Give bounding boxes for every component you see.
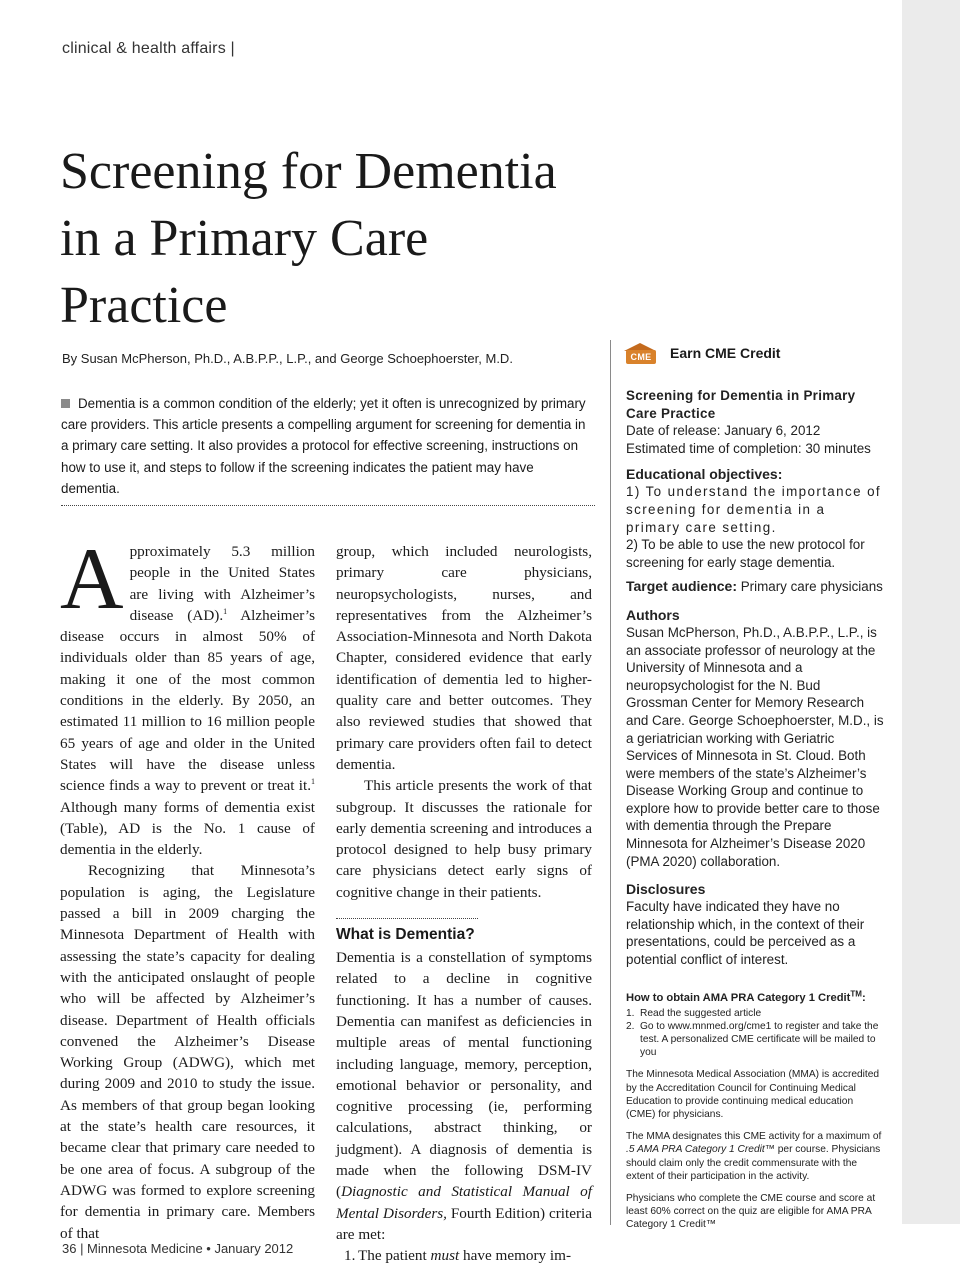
dotted-divider [61, 505, 595, 506]
audience-value: Primary care physicians [737, 579, 883, 595]
authors-text: Susan McPherson, Ph.D., A.B.P.P., L.P., is an associate professor of neurology at the University of Minnesota and a neuropsychologist for the N. Bud Grossman Center for Memory Research and Care. George Schoephoerster, M.D., is a geriatrician working with Geriatric Services of Minnesota in St. Cloud. Both were members of the state’s Alzheimer’s Disease Working Group and continue to explore how to provide better care to those with dementia through the Prepare Minnesota for Alzheimer’s Disease 2020 (PMA 2020) collaboration. [626, 624, 884, 869]
trademark: TM [850, 988, 862, 998]
list-text: The patient [358, 1247, 431, 1265]
body-column-1 [60, 531, 315, 1244]
abstract-text: Dementia is a common condition of the elderly; yet it often is unrecognized by primary care providers. This article presents a compelling argument for screening for dementia in a primary care setting. It also provides a protocol for effective screening, instructions on how to use it, and steps to follow if the screening indicates the patient may have dementia. [61, 396, 586, 496]
reference-marker: 1 [223, 606, 228, 616]
title-line-3: Practice [60, 277, 228, 334]
article-title [60, 138, 620, 339]
square-bullet-icon [61, 399, 70, 408]
title-line-2: in a Primary Care [60, 210, 429, 267]
page-footer: 36 | Minnesota Medicine • January 2012 [62, 1241, 294, 1256]
paragraph: Recognizing that Minnesota’s population is aging, the Legislature passed a bill in 2009 charging the Minnesota Department of Health with assessing the state’s capacity for dealing with the anticipated onslaught of people who will be affected by Alzheimer’s disease. Department of Health officials convened the Alzheimer’s Disease Working Group (ADWG), which met during 2009 and 2010 to study the issue. As members of that group began looking at the state’s health care resources, it became clear that primary care needed to be one area of focus. A subgroup of the ADWG was formed to explore screening for dementia in primary care. Members of that [60, 862, 315, 1242]
paragraph [336, 947, 592, 1245]
book-title: Diagnostic and Statistical Manual of Mental Disorders, [336, 1183, 592, 1222]
authors-heading: Authors [626, 606, 680, 623]
section-heading: What is Dementia? [336, 926, 475, 944]
paragraph [60, 531, 315, 860]
emphasis: must [430, 1247, 460, 1265]
paragraph-text: Dementia is a constellation of symptoms related to a decline in cognitive functioning. It has a number of causes. Dementia can manifest as deficiencies in multiple areas of mental functioning including language, memory, perception, emotional behavior or personality, and cognitive processing (ie, performing calculations, abstract thinking, or judgment). A diagnosis of dementia is made when the following DSM-IV ( [336, 949, 592, 1201]
list-item [626, 1020, 884, 1060]
completion-time: Estimated time of completion: 30 minutes [626, 440, 871, 456]
accreditation-text: The Minnesota Medical Association (MMA) is accredited by the Accreditation Council for Continuing Medical Education to provide continuing medical education (CME) for physicians. [626, 1069, 880, 1121]
paragraph-text: Although many forms of dementia exist (Table), AD is the No. 1 cause of dementia in the elderly. [60, 798, 315, 859]
step-number: 2. [626, 1020, 635, 1032]
cme-header [626, 343, 884, 365]
byline: By Susan McPherson, Ph.D., A.B.P.P., L.P., and George Schoephoerster, M.D. [62, 351, 513, 366]
list-item [626, 1007, 884, 1020]
release-date: Date of release: January 6, 2012 [626, 423, 821, 439]
dotted-divider [336, 918, 478, 919]
body-column-2 [336, 541, 592, 1267]
cme-sidebar [626, 343, 884, 1232]
step-text: Go to www.mnmed.org/cme1 to register and take the test. A personalized CME certificate will be mailed to you [640, 1020, 879, 1059]
objective-1 [626, 483, 884, 536]
disclosures-text: Faculty have indicated they have no relationship which, in the context of their presentations, could be perceived as a potential conflict of interest. [626, 899, 865, 968]
credit-steps [626, 1007, 884, 1060]
credit-amount: .5 AMA PRA Category 1 Credit™ [626, 1144, 775, 1156]
obtain-credit-heading [626, 988, 884, 1005]
objectives-heading: Educational objectives: [626, 466, 783, 483]
designation-text [626, 1130, 884, 1183]
objective-2: 2) To be able to use the new protocol for screening for early stage dementia. [626, 537, 865, 570]
step-number: 1. [626, 1007, 635, 1019]
disclosures-heading: Disclosures [626, 881, 706, 898]
designation-part: per course. Physicians should claim only the credit commensurate with the extent of their participation in the activity. [626, 1144, 881, 1182]
audience-label: Target audience: [626, 578, 737, 595]
obtain-heading-text: How to obtain AMA PRA Category 1 Credit [626, 991, 851, 1004]
paragraph-text: pproximately 5.3 million people in the United States are living with Alzheimer’s disease (AD). [129, 543, 315, 624]
paragraph-text: Alzheimer’s disease occurs in almost 50% of individuals older than 85 years of age, making it one of the most common conditions in the elderly. By 2050, an estimated 11 million to 16 million people 65 years of age and older in the United States will have the disease unless science finds a way to prevent or treat it. [60, 606, 315, 795]
obtain-heading-colon: : [861, 991, 866, 1004]
drop-cap: A [60, 531, 124, 628]
graduation-cap-icon [622, 343, 658, 365]
target-audience [626, 578, 884, 596]
reference-marker: 1 [311, 777, 315, 787]
title-line-1: Screening for Dementia [60, 143, 557, 200]
list-number: 1. [344, 1247, 356, 1265]
column-divider [610, 340, 611, 1225]
section-label: clinical & health affairs | [62, 40, 235, 57]
step-text: Read the suggested article [640, 1007, 762, 1019]
cme-badge: CME [626, 350, 656, 364]
paragraph: group, which included neurologists, primary care physicians, neuropsychologists, nurses, and representatives from the Alzheimer’s Association-Minnesota and North Dakota Chapter, considered evidence that early identification of dementia led to higher-quality care and better outcomes. They also reviewed studies that showed that primary care providers often fail to detect dementia. [336, 543, 592, 773]
cme-heading: Earn CME Credit [670, 345, 781, 362]
course-title: Screening for Dementia in Primary Care Practice [626, 388, 856, 421]
eligibility-text: Physicians who complete the CME course and score at least 60% correct on the quiz are eligible for AMA PRA Category 1 Credit™ [626, 1193, 876, 1231]
page-edge-band [902, 0, 960, 1224]
paragraph: This article presents the work of that subgroup. It discusses the rationale for early dementia screening and introduces a protocol designed to help busy primary care physicians detect early signs of cognitive change in their patients. [336, 777, 592, 901]
objective-text: 1) To understand the importance of screening for dementia in a primary care setting. [626, 484, 882, 535]
list-text: have memory im- [459, 1247, 572, 1265]
designation-part: The MMA designates this CME activity for a maximum of [626, 1131, 882, 1143]
abstract [61, 393, 595, 499]
list-item [336, 1245, 592, 1266]
paragraph-text: Fourth Edition) criteria are met: [336, 1204, 592, 1243]
